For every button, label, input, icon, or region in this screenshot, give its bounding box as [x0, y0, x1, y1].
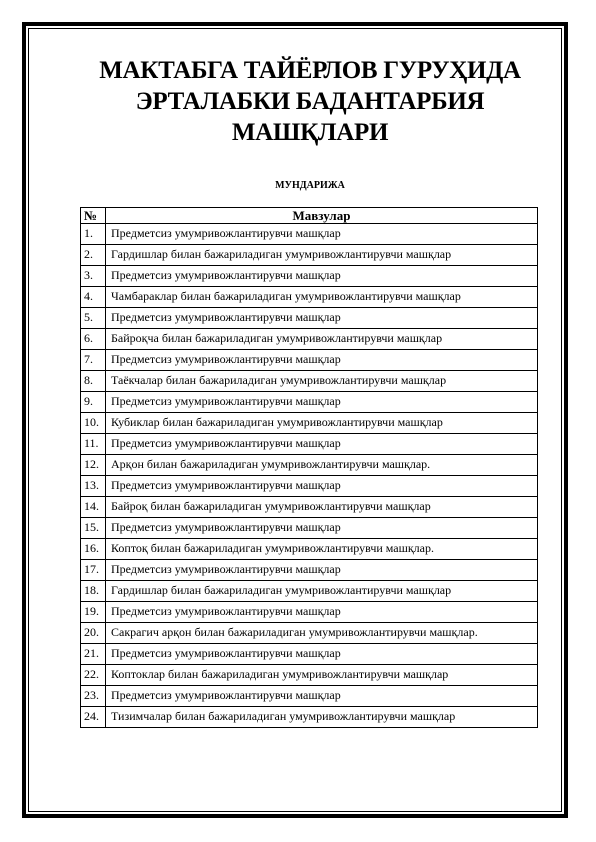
row-number: 9.	[81, 392, 106, 413]
table-row	[81, 455, 538, 476]
table-row	[81, 644, 538, 665]
table-row	[81, 245, 538, 266]
table-row	[81, 560, 538, 581]
row-number: 18.	[81, 581, 106, 602]
row-topic: Предметсиз умумривожлантирувчи машқлар	[106, 644, 538, 665]
table-row	[81, 602, 538, 623]
table-row	[81, 392, 538, 413]
table-row	[81, 350, 538, 371]
row-number: 16.	[81, 539, 106, 560]
row-number: 14.	[81, 497, 106, 518]
table-row	[81, 686, 538, 707]
row-topic: Предметсиз умумривожлантирувчи машқлар	[106, 518, 538, 539]
row-number: 1.	[81, 224, 106, 245]
row-topic: Байроқ билан бажариладиган умумривожлантирувчи машқлар	[106, 497, 538, 518]
table-row	[81, 497, 538, 518]
table-row	[81, 287, 538, 308]
row-topic: Коптоқ билан бажариладиган умумривожлантирувчи машқлар.	[106, 539, 538, 560]
table-header-row	[81, 208, 538, 224]
table-row	[81, 224, 538, 245]
table-row	[81, 707, 538, 728]
column-header-number: №	[81, 208, 106, 224]
row-number: 5.	[81, 308, 106, 329]
row-topic: Предметсиз умумривожлантирувчи машқлар	[106, 560, 538, 581]
row-topic: Предметсиз умумривожлантирувчи машқлар	[106, 308, 538, 329]
row-topic: Предметсиз умумривожлантирувчи машқлар	[106, 392, 538, 413]
table-row	[81, 665, 538, 686]
column-header-topics: Мавзулар	[106, 208, 538, 224]
row-number: 2.	[81, 245, 106, 266]
row-topic: Таёкчалар билан бажариладиган умумривожлантирувчи машқлар	[106, 371, 538, 392]
table-row	[81, 518, 538, 539]
row-number: 3.	[81, 266, 106, 287]
row-topic: Предметсиз умумривожлантирувчи машқлар	[106, 434, 538, 455]
row-number: 24.	[81, 707, 106, 728]
row-number: 19.	[81, 602, 106, 623]
row-number: 15.	[81, 518, 106, 539]
contents-table	[80, 207, 538, 728]
row-topic: Предметсиз умумривожлантирувчи машқлар	[106, 602, 538, 623]
table-row	[81, 266, 538, 287]
row-topic: Сакрагич арқон билан бажариладиган умумривожлантирувчи машқлар.	[106, 623, 538, 644]
table-row	[81, 476, 538, 497]
row-number: 23.	[81, 686, 106, 707]
row-number: 6.	[81, 329, 106, 350]
row-number: 11.	[81, 434, 106, 455]
row-number: 13.	[81, 476, 106, 497]
row-topic: Тизимчалар билан бажариладиган умумривожлантирувчи машқлар	[106, 707, 538, 728]
row-number: 7.	[81, 350, 106, 371]
row-topic: Предметсиз умумривожлантирувчи машқлар	[106, 224, 538, 245]
row-number: 8.	[81, 371, 106, 392]
row-topic: Гардишлар билан бажариладиган умумривожлантирувчи машқлар	[106, 581, 538, 602]
row-topic: Предметсиз умумривожлантирувчи машқлар	[106, 266, 538, 287]
row-topic: Байроқча билан бажариладиган умумривожлантирувчи машқлар	[106, 329, 538, 350]
row-topic: Предметсиз умумривожлантирувчи машқлар	[106, 686, 538, 707]
table-row	[81, 413, 538, 434]
row-number: 4.	[81, 287, 106, 308]
table-row	[81, 539, 538, 560]
row-topic: Гардишлар билан бажариладиган умумривожлантирувчи машқлар	[106, 245, 538, 266]
contents-heading: МУНДАРИЖА	[275, 180, 345, 191]
table-row	[81, 308, 538, 329]
table-row	[81, 581, 538, 602]
row-topic: Коптоклар билан бажариладиган умумривожлантирувчи машқлар	[106, 665, 538, 686]
row-number: 22.	[81, 665, 106, 686]
row-topic: Чамбараклар билан бажариладиган умумривожлантирувчи машқлар	[106, 287, 538, 308]
table-row	[81, 371, 538, 392]
row-topic: Предметсиз умумривожлантирувчи машқлар	[106, 476, 538, 497]
table-row	[81, 329, 538, 350]
row-number: 10.	[81, 413, 106, 434]
row-number: 17.	[81, 560, 106, 581]
row-number: 20.	[81, 623, 106, 644]
row-topic: Кубиклар билан бажариладиган умумривожлантирувчи машқлар	[106, 413, 538, 434]
document-title: МАКТАБГА ТАЙЁРЛОВ ГУРУҲИДА ЭРТАЛАБКИ БАДАНТАРБИЯ МАШҚЛАРИ	[99, 57, 521, 146]
table-body	[81, 224, 538, 728]
row-number: 21.	[81, 644, 106, 665]
row-topic: Арқон билан бажариладиган умумривожлантирувчи машқлар.	[106, 455, 538, 476]
table-row	[81, 434, 538, 455]
row-number: 12.	[81, 455, 106, 476]
row-topic: Предметсиз умумривожлантирувчи машқлар	[106, 350, 538, 371]
table-row	[81, 623, 538, 644]
